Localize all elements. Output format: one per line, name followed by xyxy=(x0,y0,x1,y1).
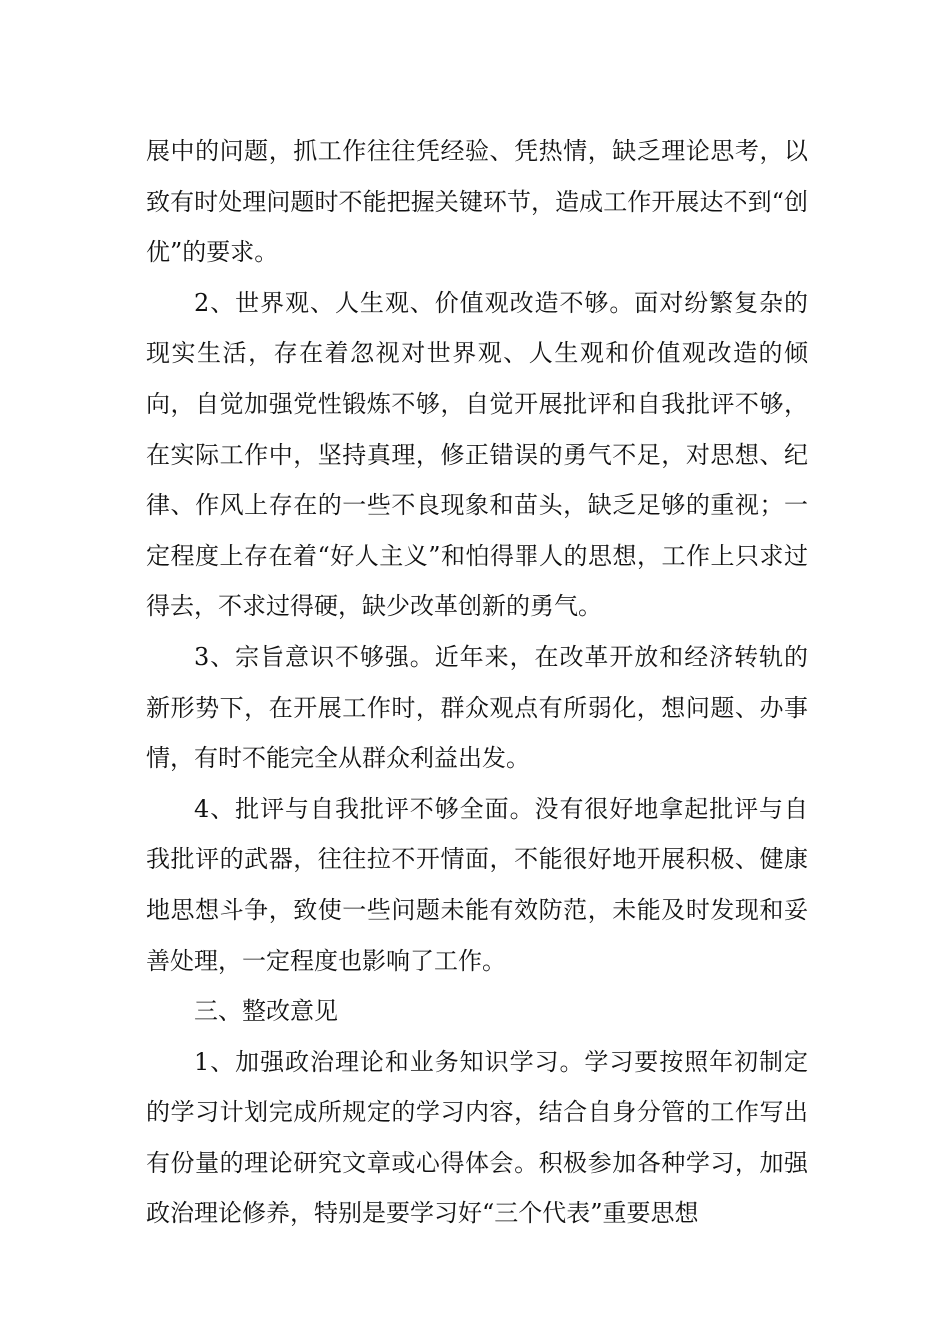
document-body xyxy=(146,126,808,1239)
paragraph-rectification-1: 1、加强政治理论和业务知识学习。学习要按照年初制定的学习计划完成所规定的学习内容，结合自身分管的工作写出有份量的理论研究文章或心得体会。积极参加各种学习，加强政治理论修养，特别是要学习好“三个代表”重要思想 xyxy=(146,1047,808,1228)
paragraph-continuation: 展中的问题，抓工作往往凭经验、凭热情，缺乏理论思考，以致有时处理问题时不能把握关键环节，造成工作开展达不到“创优”的要求。 xyxy=(146,137,808,267)
paragraph-item-3: 3、宗旨意识不够强。近年来，在改革开放和经济转轨的新形势下，在开展工作时，群众观点有所弱化，想问题、办事情，有时不能完全从群众利益出发。 xyxy=(146,642,808,773)
paragraph-item-2: 2、世界观、人生观、价值观改造不够。面对纷繁复杂的现实生活，存在着忽视对世界观、人生观和价值观改造的倾向，自觉加强党性锻炼不够，自觉开展批评和自我批评不够，在实际工作中，坚持真理，修正错误的勇气不足，对思想、纪律、作风上存在的一些不良现象和苗头，缺乏足够的重视；一定程度上存在着“好人主义”和怕得罪人的思想，工作上只求过得去，不求过得硬，缺少改革创新的勇气。 xyxy=(146,288,808,621)
section-heading-rectification: 三、整改意见 xyxy=(194,997,338,1026)
paragraph-item-4: 4、批评与自我批评不够全面。没有很好地拿起批评与自我批评的武器，往往拉不开情面，不能很好地开展积极、健康地思想斗争，致使一些问题未能有效防范，未能及时发现和妥善处理，一定程度也影响了工作。 xyxy=(146,794,808,975)
